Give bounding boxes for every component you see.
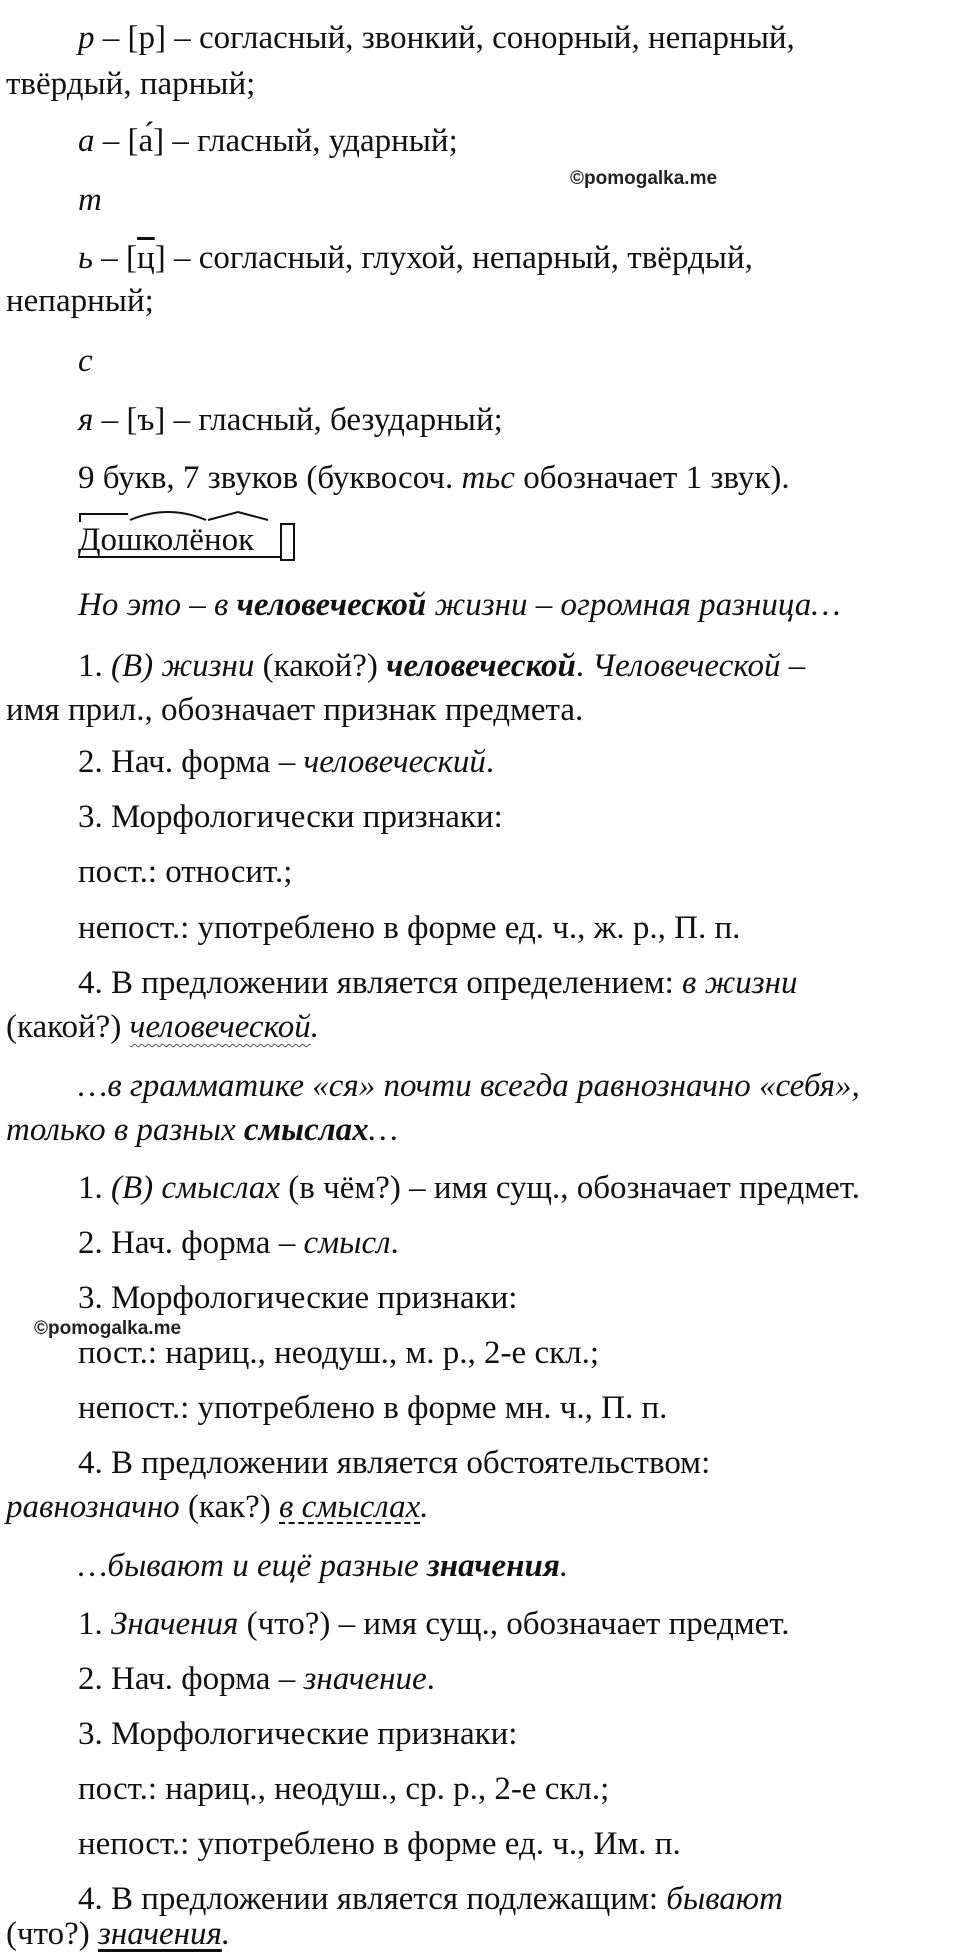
- sound-line-soft: ь – [ц] – согласный, глухой, непарный, твёрдый,: [78, 240, 753, 276]
- analysis-item: непост.: употреблено в форме мн. ч., П. п.: [78, 1390, 668, 1426]
- word-composition: [78, 520, 960, 560]
- analysis-item: непост.: употреблено в форме ед. ч., ж. р., П. п.: [78, 910, 741, 946]
- analyzed-word: значения: [426, 1548, 560, 1584]
- letter: р: [78, 20, 95, 56]
- analysis-item: пост.: относит.;: [78, 854, 293, 890]
- analysis-item: 3. Морфологические признаки:: [78, 1716, 518, 1752]
- sound-line-r: р – [р] – согласный, звонкий, сонорный, непарный,: [78, 20, 795, 56]
- word-parse: [78, 520, 254, 560]
- analysis-item: 1. Значения (что?) – имя сущ., обозначает предмет.: [78, 1606, 790, 1642]
- sentence-quote-cont: только в разных смыслах…: [6, 1112, 398, 1148]
- analysis-item: 2. Нач. форма – человеческий.: [78, 744, 495, 780]
- soft-sound-symbol: ц: [137, 240, 155, 276]
- analysis-item: 2. Нач. форма – смысл.: [78, 1225, 399, 1261]
- analysis-item-cont: имя прил., обозначает признак предмета.: [6, 692, 584, 728]
- analysis-item-cont: равнозначно (как?) в смыслах.: [6, 1489, 429, 1525]
- letter: а: [78, 123, 95, 159]
- analyzed-word: смыслах: [243, 1112, 369, 1148]
- watermark: ©pomogalka.me: [34, 1318, 182, 1339]
- sound-line-ya: я – [ъ] – гласный, безударный;: [78, 402, 503, 438]
- sound-summary: 9 букв, 7 звуков (буквосоч. тьс обозначает 1 звук).: [78, 460, 790, 496]
- sentence-quote: …бывают и ещё разные значения.: [78, 1548, 569, 1584]
- analysis-item: 2. Нач. форма – значение.: [78, 1661, 435, 1697]
- analysis-item: непост.: употреблено в форме ед. ч., Им. п.: [78, 1826, 681, 1862]
- sound-line-soft-cont: непарный;: [6, 283, 154, 319]
- analysis-item: 3. Морфологические признаки:: [78, 1280, 518, 1316]
- analysis-item-cont: (какой?) человеческой.: [6, 1009, 320, 1045]
- analysis-item: 4. В предложении является подлежащим: бывают: [78, 1881, 783, 1917]
- letter: ь: [78, 240, 94, 276]
- sound-line-s: с: [78, 343, 93, 379]
- letter: я: [78, 402, 94, 438]
- analysis-item: 1. (В) смыслах (в чём?) – имя сущ., обозначает предмет.: [78, 1170, 860, 1206]
- word-text: Дошколёнок: [78, 522, 255, 558]
- analysis-item: 1. (В) жизни (какой?) человеческой. Человеческой –: [78, 648, 806, 684]
- analysis-item: пост.: нариц., неодуш., м. р., 2-е скл.;: [78, 1335, 600, 1371]
- analysis-item: 4. В предложении является определением: в жизни: [78, 965, 798, 1001]
- analysis-item: пост.: нариц., неодуш., ср. р., 2-е скл.;: [78, 1771, 610, 1807]
- watermark: ©pomogalka.me: [570, 168, 718, 189]
- sound-line-t: т: [78, 182, 102, 218]
- sentence-quote: Но это – в человеческой жизни – огромная разница…: [78, 587, 841, 623]
- analysis-item-cont: (что?) значения.: [6, 1916, 231, 1952]
- sound-line-r-cont: твёрдый, парный;: [6, 66, 256, 102]
- sentence-quote: …в грамматике «ся» почти всегда равнозначно «себя»,: [78, 1068, 860, 1104]
- analysis-item: 4. В предложении является обстоятельством:: [78, 1445, 711, 1481]
- analysis-item: 3. Морфологически признаки:: [78, 799, 503, 835]
- morpheme-marks: [78, 510, 298, 570]
- sound-line-a: а – [а́] – гласный, ударный;: [78, 123, 458, 159]
- analyzed-word: человеческой: [236, 587, 427, 623]
